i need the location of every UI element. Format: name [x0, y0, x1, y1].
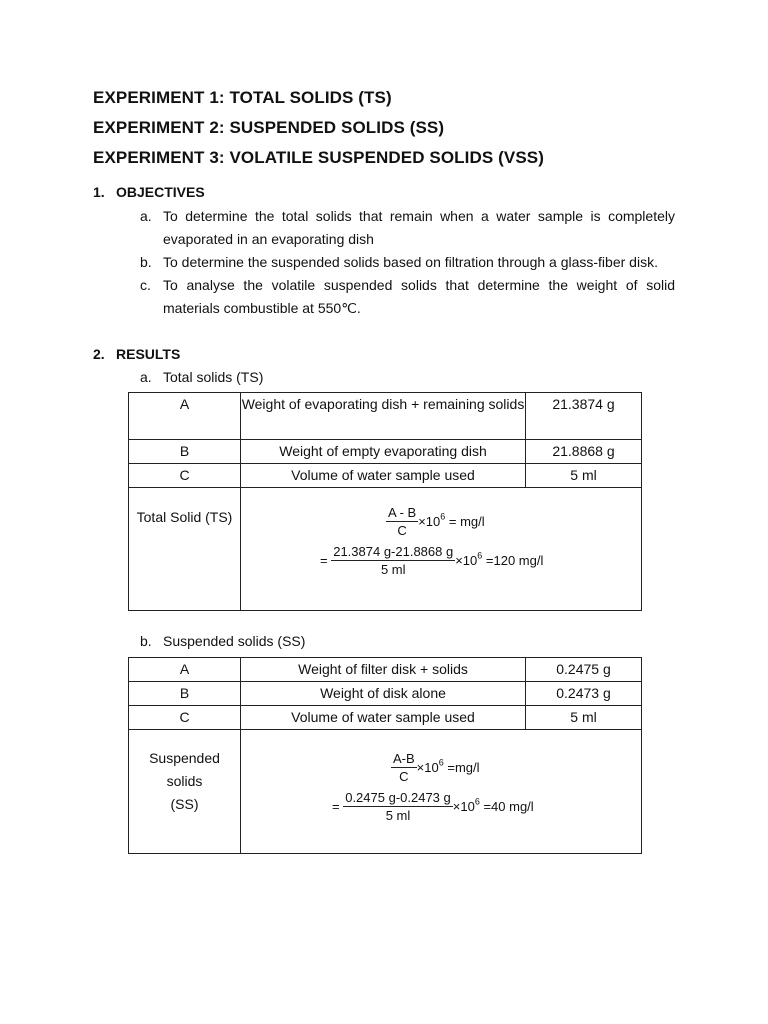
equals-sign: = — [332, 799, 340, 814]
sub-marker: b. — [140, 633, 152, 649]
item-marker: a. — [140, 208, 152, 224]
row-key: A — [129, 658, 241, 682]
formula-general — [386, 504, 641, 539]
section-title: RESULTS — [116, 346, 181, 362]
table-row — [129, 440, 642, 464]
row-description: Volume of water sample used — [241, 706, 526, 730]
multiplier: ×10 — [418, 514, 441, 529]
section-objectives-heading — [93, 184, 205, 200]
row-description: Volume of water sample used — [241, 464, 526, 488]
result-row — [129, 488, 642, 611]
numerator: A - B — [388, 505, 417, 520]
item-text: To determine the suspended solids based on filtration through a glass-fiber disk. — [163, 254, 658, 270]
row-key: B — [129, 682, 241, 706]
table-row — [129, 464, 642, 488]
result-row — [129, 730, 642, 854]
objective-item-b — [140, 251, 675, 274]
row-key: C — [129, 464, 241, 488]
formula-general — [391, 750, 641, 785]
ts-subheading — [140, 369, 263, 385]
result-label: Total Solid (TS) — [129, 488, 241, 611]
sub-marker: a. — [140, 369, 152, 385]
objective-item-a — [140, 205, 675, 251]
fraction — [343, 789, 453, 824]
row-key: C — [129, 706, 241, 730]
row-description: Weight of disk alone — [241, 682, 526, 706]
section-number: 2. — [93, 346, 105, 362]
heading-experiment-2: EXPERIMENT 2: SUSPENDED SOLIDS (SS) — [93, 118, 445, 137]
result-label-line: solids — [166, 773, 203, 789]
section-number: 1. — [93, 184, 105, 200]
ts-table — [128, 392, 642, 611]
denominator: C — [399, 769, 409, 784]
result-unit: = mg/l — [445, 514, 485, 529]
item-marker: c. — [140, 277, 151, 293]
row-key: B — [129, 440, 241, 464]
row-value: 5 ml — [526, 706, 642, 730]
exponent: 6 — [438, 757, 444, 768]
row-key: A — [129, 393, 241, 440]
formula-calculation — [332, 789, 641, 824]
section-title: OBJECTIVES — [116, 184, 205, 200]
objective-item-c — [140, 274, 675, 320]
multiplier: ×10 — [455, 553, 478, 568]
exponent: 6 — [477, 550, 483, 561]
sub-title: Suspended solids (SS) — [163, 633, 306, 649]
result-label — [129, 730, 241, 854]
numerator: 0.2475 g-0.2473 g — [345, 790, 451, 805]
row-description: Weight of empty evaporating dish — [241, 440, 526, 464]
ss-subheading — [140, 633, 305, 649]
fraction — [391, 750, 417, 785]
formula-calculation — [320, 543, 641, 578]
denominator: C — [397, 523, 407, 538]
fraction — [331, 543, 455, 578]
item-text: To analyse the volatile suspended solids that determine the weight of solid materials combustible at 550℃. — [163, 277, 675, 316]
numerator: 21.3874 g-21.8868 g — [333, 544, 454, 559]
fraction — [386, 504, 418, 539]
formula-cell — [241, 730, 642, 854]
table-row — [129, 658, 642, 682]
row-value: 21.3874 g — [526, 393, 642, 440]
table-row — [129, 682, 642, 706]
sub-title: Total solids (TS) — [163, 369, 264, 385]
result-label-line: (SS) — [170, 796, 199, 812]
table-row — [129, 393, 642, 440]
row-value: 21.8868 g — [526, 440, 642, 464]
ss-table — [128, 657, 642, 854]
result-label-line: Suspended — [149, 750, 220, 766]
row-description: Weight of filter disk + solids — [241, 658, 526, 682]
denominator: 5 ml — [380, 562, 406, 577]
row-description: Weight of evaporating dish + remaining solids — [241, 393, 526, 440]
row-value: 0.2473 g — [526, 682, 642, 706]
exponent: 6 — [440, 511, 446, 522]
item-marker: b. — [140, 254, 152, 270]
multiplier: ×10 — [452, 799, 475, 814]
row-value: 0.2475 g — [526, 658, 642, 682]
formula-cell — [241, 488, 642, 611]
denominator: 5 ml — [385, 808, 411, 823]
numerator: A-B — [393, 751, 415, 766]
result-value: =40 mg/l — [479, 799, 534, 814]
result-value: =120 mg/l — [482, 553, 544, 568]
equals-sign: = — [320, 553, 328, 568]
row-value: 5 ml — [526, 464, 642, 488]
item-text: To determine the total solids that remain when a water sample is completely evaporated in an evaporating dish — [163, 208, 675, 247]
heading-experiment-3: EXPERIMENT 3: VOLATILE SUSPENDED SOLIDS (VSS) — [93, 148, 544, 167]
heading-experiment-1: EXPERIMENT 1: TOTAL SOLIDS (TS) — [93, 88, 392, 107]
exponent: 6 — [474, 796, 480, 807]
table-row — [129, 706, 642, 730]
result-unit: =mg/l — [443, 760, 480, 775]
multiplier: ×10 — [416, 760, 439, 775]
section-results-heading — [93, 346, 180, 362]
